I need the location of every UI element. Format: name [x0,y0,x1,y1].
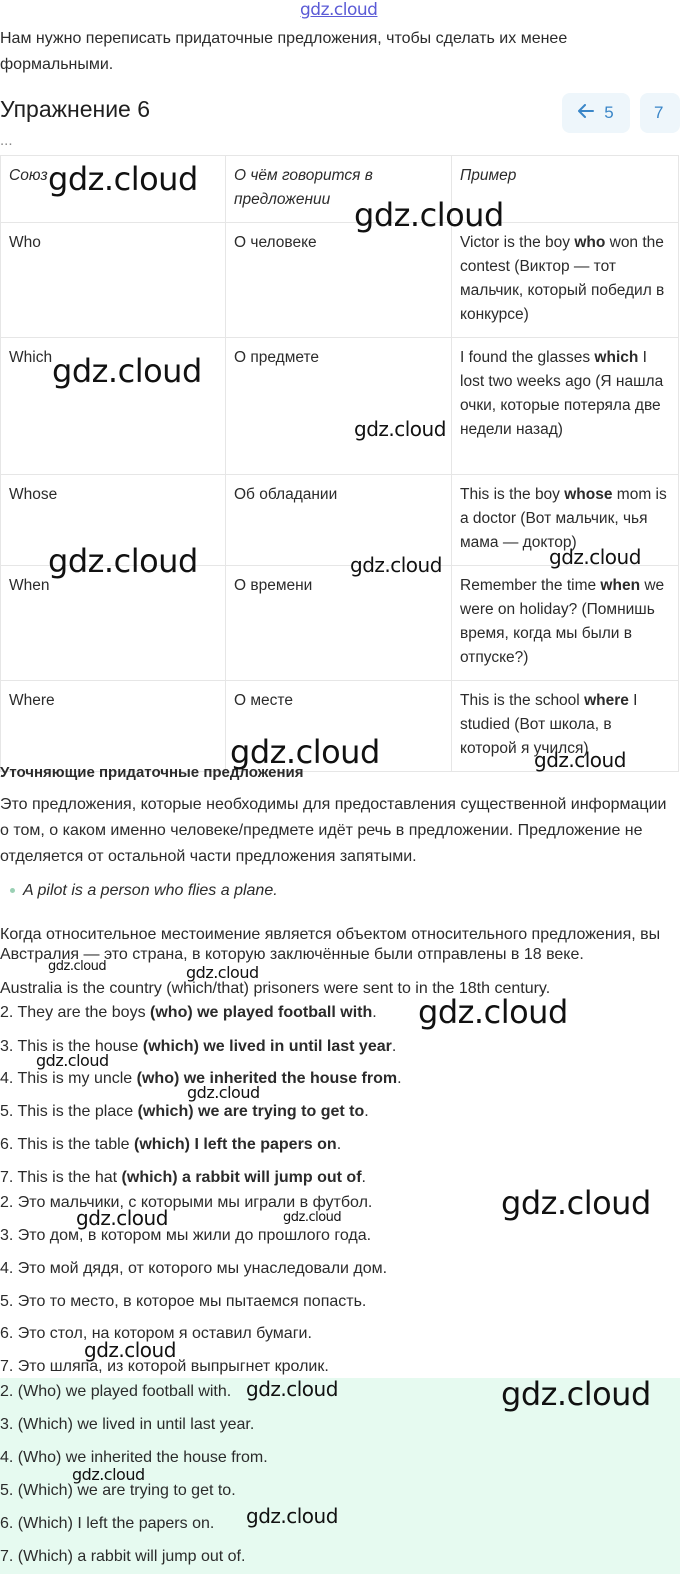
answer-sentence: 3. This is the house (which) we lived in until last year. [0,1038,397,1055]
answer-sentence: 6. This is the table (which) I left the papers on. [0,1136,342,1153]
watermark: gdz.cloud [501,1184,651,1222]
object-explanation: Когда относительное местоимение является объектом относительного предложения, вы Австралия — это страна, в которую заключённые были отправлены в 18 веке. [0,926,661,963]
watermark: gdz.cloud [350,553,442,577]
conjunction-cell: When [1,566,226,681]
watermark: gdz.cloud [246,1377,338,1401]
intro-text: Нам нужно переписать придаточные предложения, чтобы сделать их менее формальными. [0,30,568,73]
next-exercise-button[interactable] [640,93,680,133]
conjunction-cell: Where [1,681,226,772]
watermark: gdz.cloud [186,963,259,982]
answer-sentence: 5. This is the place (which) we are trying to get to. [0,1103,369,1120]
column-header: О чём говорится в предложении [226,156,452,223]
watermark: gdz.cloud [84,1338,176,1362]
watermark: gdz.cloud [187,1083,260,1102]
translation-sentence: 7. Это шляпа, из которой выпрыгнет кролик. [0,1358,329,1375]
watermark: gdz.cloud [72,1465,145,1484]
watermark: gdz.cloud [230,733,380,771]
translation-sentence: 5. Это то место, в которое мы пытаемся попасть. [0,1293,367,1310]
bullet-icon [10,888,15,893]
translation-sentence: 4. Это мой дядя, от которого мы унаследовали дом. [0,1260,388,1277]
about-cell: О человеке [226,223,452,338]
exercise-title: Упражнение 6 [0,96,151,122]
answer-sentence: 7. This is the hat (which) a rabbit will jump out of. [0,1169,366,1186]
answer-line: 7. (Which) a rabbit will jump out of. [0,1548,246,1565]
defining-explanation: Это предложения, которые необходимы для предоставления существенной информации о том, о каком именно человеке/предмете идёт речь в предложении. Предложение не отделяется от остальной части предложения запятыми. [0,796,667,865]
example-cell: This is the school where I studied (Вот школа, в которой я учился) [452,681,679,772]
watermark: gdz.cloud [48,959,107,974]
table-row [1,566,679,681]
watermark: gdz.cloud [418,993,568,1031]
watermark: gdz.cloud [36,1051,109,1070]
prev-exercise-label: 5 [604,103,614,122]
watermark: gdz.cloud [549,545,641,569]
watermark: gdz.cloud [354,417,446,441]
section-subtitle: Уточняющие придаточные предложения [0,764,304,781]
column-header: Пример [452,156,679,223]
watermark: gdz.cloud [76,1206,168,1230]
answer-sentence: 2. They are the boys (who) we played football with. [0,1004,377,1021]
next-exercise-label: 7 [654,103,664,122]
watermark: gdz.cloud [283,1210,342,1225]
table-row [1,223,679,338]
relative-pronouns-table [0,155,679,772]
watermark: gdz.cloud [501,1375,651,1413]
about-cell: О предмете [226,338,452,475]
example-sentence: Australia is the country (which/that) prisoners were sent to in the 18th century. [0,980,551,997]
example-cell: Victor is the boy who won the contest (Виктор — тот мальчик, который победил в конкурсе) [452,223,679,338]
translation-sentence: 2. Это мальчики, с которыми мы играли в футбол. [0,1194,373,1211]
column-header: Союз [1,156,226,223]
answer-line: 3. (Which) we lived in until last year. [0,1416,255,1433]
example-cell: Remember the time when we were on holiday? (Помнишь время, когда мы были в отпуске?) [452,566,679,681]
translation-sentence: 3. Это дом, в котором мы жили до прошлого года. [0,1227,372,1244]
arrow-left-icon [578,103,594,123]
watermark: gdz.cloud [354,196,504,234]
watermark: gdz.cloud [534,748,626,772]
answer-line: 6. (Which) I left the papers on. [0,1515,215,1532]
defining-example: A pilot is a person who flies a plane. [10,882,278,900]
watermark: gdz.cloud [246,1504,338,1528]
example-cell: I found the glasses which I lost two weeks ago (Я нашла очки, которые потеряла две недели назад) [452,338,679,475]
answer-line: 4. (Who) we inherited the house from. [0,1449,268,1466]
about-cell: О времени [226,566,452,681]
cut-off-text: ... [0,140,13,149]
site-watermark-link[interactable]: gdz.cloud [300,0,378,20]
conjunction-cell: Who [1,223,226,338]
example-cell: This is the boy whose mom is a doctor (Вот мальчик, чья мама — доктор) [452,475,679,566]
translation-sentence: 6. Это стол, на котором я оставил бумаги. [0,1325,312,1342]
watermark: gdz.cloud [52,352,202,390]
conjunction-cell: Which [1,338,226,475]
about-cell: О месте [226,681,452,772]
answer-line: 2. (Who) we played football with. [0,1383,232,1400]
watermark: gdz.cloud [48,160,198,198]
answer-sentence: 4. This is my uncle (who) we inherited the house from. [0,1070,402,1087]
conjunction-cell: Whose [1,475,226,566]
answer-line: 5. (Which) we are trying to get to. [0,1482,236,1499]
about-cell: Об обладании [226,475,452,566]
watermark: gdz.cloud [48,542,198,580]
prev-exercise-button[interactable] [562,93,630,133]
